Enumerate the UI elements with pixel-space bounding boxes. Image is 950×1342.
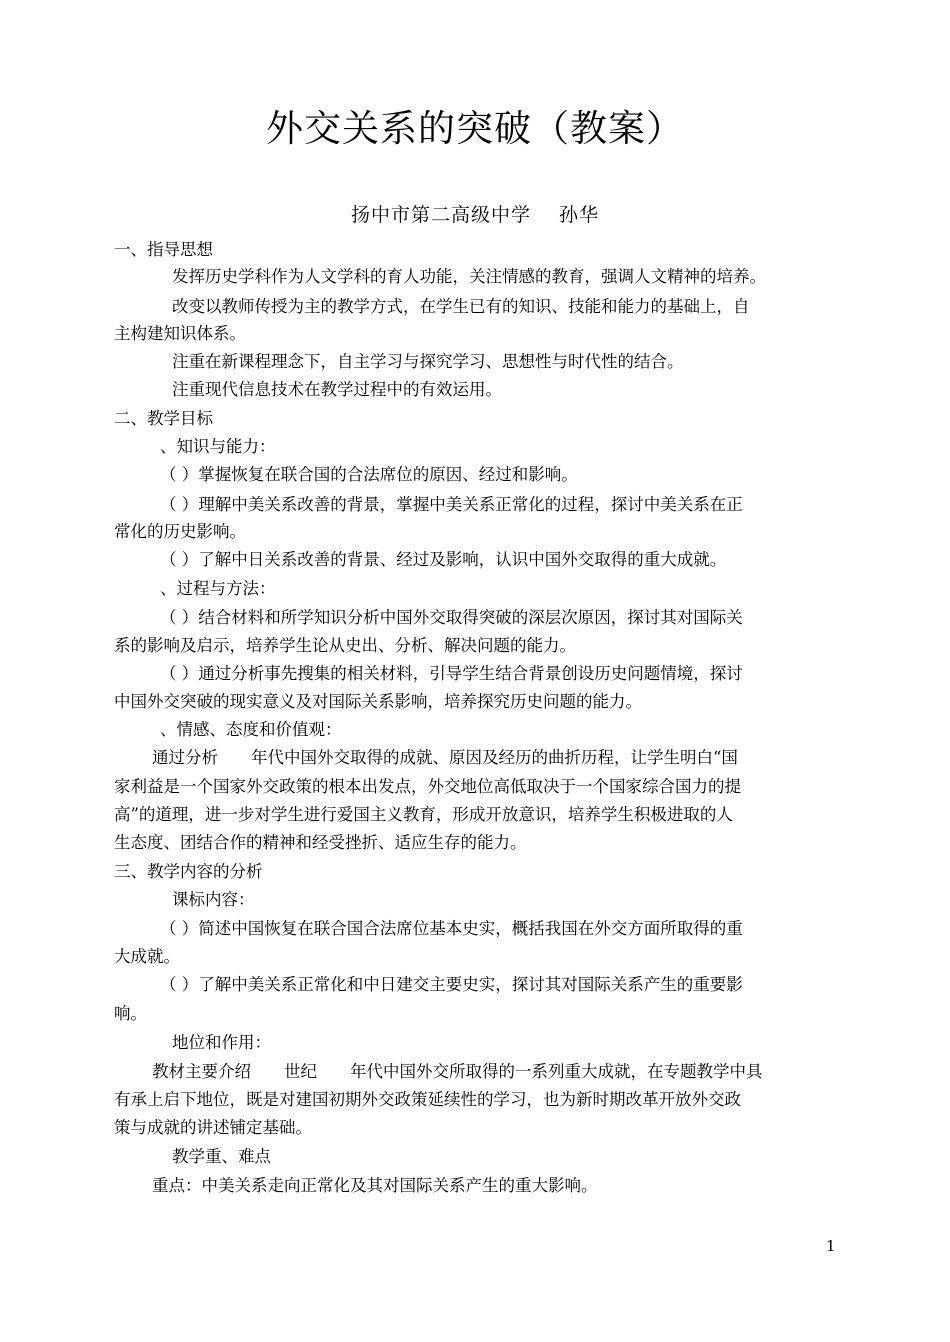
body-line: 有承上启下地位，既是对建国初期外交政策延续性的学习，也为新时期改革开放外交政	[114, 1090, 741, 1109]
page-number: 1	[826, 1237, 836, 1255]
body-line: 重点：中美关系走向正常化及其对国际关系产生的重大影响。	[152, 1176, 598, 1195]
body-line: 通过分析 年代中国外交取得的成就、原因及经历的曲折历程，让学生明白“国	[152, 748, 738, 767]
body-line: （ ）结合材料和所学知识分析中国外交取得突破的深层次原因，探讨其对国际关	[160, 608, 743, 627]
body-line: 发挥历史学科作为人文学科的育人功能，关注情感的教育，强调人文精神的培养。	[172, 267, 766, 286]
body-line: 教学重、难点	[172, 1147, 271, 1166]
body-line: （ ）简述中国恢复在联合国合法席位基本史实，概括我国在外交方面所取得的重	[160, 919, 743, 938]
body-line: 响。	[114, 1004, 147, 1023]
body-line: 改变以教师传授为主的教学方式，在学生已有的知识、技能和能力的基础上，自	[172, 297, 750, 316]
body-line: （ ）通过分析事先搜集的相关材料，引导学生结合背景创设历史问题情境，探讨	[160, 664, 743, 683]
body-line: （ ）了解中美关系正常化和中日建交主要史实，探讨其对国际关系产生的重要影	[160, 975, 743, 994]
body-line: 、情感、态度和价值观：	[160, 720, 342, 739]
author-name: 孙华	[559, 204, 600, 226]
author-school: 扬中市第二高级中学	[350, 204, 531, 226]
body-line: 注重现代信息技术在教学过程中的有效运用。	[172, 380, 502, 399]
document-title: 外交关系的突破（教案）	[266, 107, 684, 150]
body-line: 生态度、团结合作的精神和经受挫折、适应生存的能力。	[114, 833, 527, 852]
body-line: （ ）了解中日关系改善的背景、经过及影响，认识中国外交取得的重大成就。	[160, 550, 727, 569]
body-line: 注重在新课程理念下，自主学习与探究学习、思想性与时代性的结合。	[172, 352, 684, 371]
body-line: 三、教学内容的分析	[114, 862, 263, 881]
body-line: 家利益是一个国家外交政策的根本出发点，外交地位高低取决于一个国家综合国力的提	[114, 777, 741, 796]
body-line: 常化的历史影响。	[114, 522, 246, 541]
body-line: 、过程与方法：	[160, 579, 276, 598]
body-line: 二、教学目标	[114, 409, 213, 428]
author-line	[0, 200, 950, 227]
body-line: 、知识与能力：	[160, 437, 276, 456]
body-line: 大成就。	[114, 947, 180, 966]
body-line: 教材主要介绍 世纪 年代中国外交所取得的一系列重大成就，在专题教学中具	[152, 1062, 763, 1081]
body-line: 高”的道理，进一步对学生进行爱国主义教育，形成开放意识，培养学生积极进取的人	[114, 805, 733, 824]
body-line: 地位和作用：	[172, 1033, 271, 1052]
body-line: 系的影响及启示，培养学生论从史出、分析、解决问题的能力。	[114, 636, 576, 655]
body-line: （ ）理解中美关系改善的背景，掌握中美关系正常化的过程，探讨中美关系在正	[160, 495, 743, 514]
body-line: 中国外交突破的现实意义及对国际关系影响，培养探究历史问题的能力。	[114, 692, 642, 711]
body-line: 课标内容：	[172, 890, 255, 909]
body-line: 主构建知识体系。	[114, 324, 246, 343]
body-line: 策与成就的讲述铺定基础。	[114, 1118, 312, 1137]
body-line: 一、指导思想	[114, 240, 213, 259]
body-line: （ ）掌握恢复在联合国的合法席位的原因、经过和影响。	[160, 465, 578, 484]
